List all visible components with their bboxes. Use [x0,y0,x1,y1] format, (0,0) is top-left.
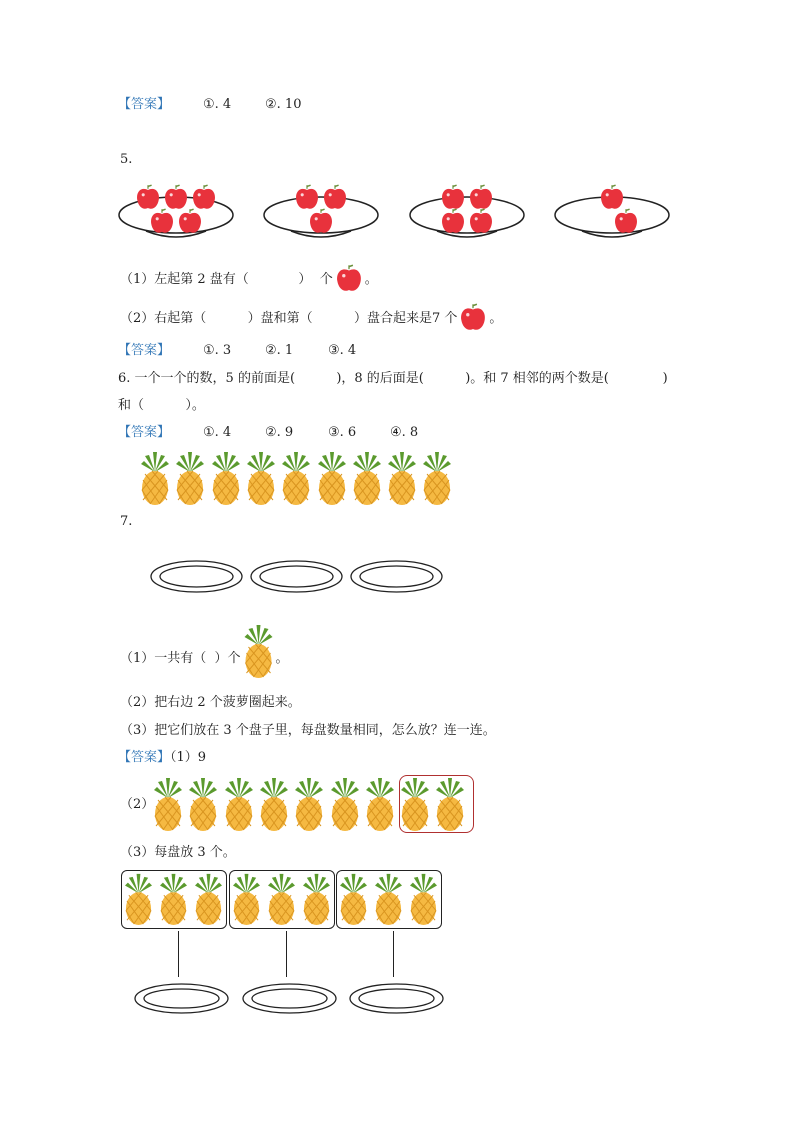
apple-icon [469,208,493,238]
pineapple-icon [387,450,417,510]
q7-part1 [120,651,289,667]
answer-item: ③. 6 [328,425,357,440]
connector-line [286,931,287,977]
apple-icon [309,208,333,238]
q5-part2-text: ）盘合起来是7 个 [353,311,458,326]
pineapple-icon [365,776,395,836]
pineapple-icon [435,776,465,836]
answer-label: 【答案】 [118,343,171,358]
q7-part1-text: 。 [275,651,289,666]
pineapple-icon [422,450,452,510]
q7-part2: （2）把右边 2 个菠萝圈起来。 [120,695,301,710]
pineapple-icon [330,776,360,836]
pineapple-icon [188,776,218,836]
pineapple-icon [159,872,188,930]
apple-icon [150,208,174,238]
q7-part1-text: （1）一共有（ ）个 [120,651,241,666]
answer-item: ①. 3 [203,343,232,358]
answer-item: ④. 8 [390,425,419,440]
q5-part1-text: 。 [364,272,378,287]
pineapple-icon [224,776,254,836]
pineapple-icon [246,450,276,510]
pineapple-icon [400,776,430,836]
answer-item: ①. 4 [203,97,232,112]
question-number: 5. [120,152,133,167]
answer-item: ③. 4 [328,343,357,358]
pineapple-icon [243,623,274,679]
pineapple-icon [339,872,368,930]
q5-part2 [120,311,502,327]
apple-icon [614,208,638,238]
apple-icon [441,208,465,238]
answer-item: ②. 9 [265,425,294,440]
pineapple-icon [352,450,382,510]
pineapple-icon [124,872,153,930]
answer-item: ②. 10 [265,97,302,112]
q7-answer-part3: （3）每盘放 3 个。 [120,845,236,860]
plate [242,983,337,1018]
pineapple-icon [281,450,311,510]
plate [349,983,444,1018]
q7-answer-part2: （2） [120,797,155,812]
q5-part2-text: （2）右起第（ [120,311,207,326]
connector-line [178,931,179,977]
plate [407,195,527,249]
q5-part1 [120,272,378,288]
q5-part1-text: ） [298,272,312,287]
pineapple-icon [153,776,183,836]
answer-item: ①. 4 [203,425,232,440]
pineapple-icon [211,450,241,510]
q7-answer [118,750,206,766]
q5-part2-text: ）盘和第（ [247,311,313,326]
pineapple-icon [409,872,438,930]
q6-text: 6. 一个一个的数，5 的前面是( )，8 的后面是( )。和 7 相邻的两个数是( ) [118,371,668,386]
q7-part3: （3）把它们放在 3 个盘子里，每盘数量相同，怎么放？连一连。 [120,723,496,738]
pineapple-icon [302,872,331,930]
answer-label: 【答案】 [118,425,171,440]
q5-part1-text: 个 [319,272,333,287]
pineapple-icon [194,872,223,930]
pineapple-icon [259,776,289,836]
plate [150,560,243,597]
pineapple-icon [232,872,261,930]
question-number: 7. [120,514,133,529]
answer-label: 【答案】 [118,750,171,765]
answer-label: 【答案】 [118,97,171,112]
pineapple-icon [374,872,403,930]
answer-item: ②. 1 [265,343,294,358]
apple-icon [336,264,362,293]
plate [134,983,229,1018]
q6-text: 和（ ）。 [118,398,205,413]
pineapple-icon [175,450,205,510]
apple-icon [460,303,486,332]
pineapple-icon [294,776,324,836]
plate [250,560,343,597]
apple-icon [178,208,202,238]
q7-answer-part1: （1）9 [170,750,207,765]
plate [350,560,443,597]
pineapple-icon [317,450,347,510]
q5-part1-text: （1）左起第 2 盘有（ [120,272,249,287]
connector-line [393,931,394,977]
pineapple-icon [267,872,296,930]
pineapple-icon [140,450,170,510]
q5-part2-text: 。 [489,311,503,326]
